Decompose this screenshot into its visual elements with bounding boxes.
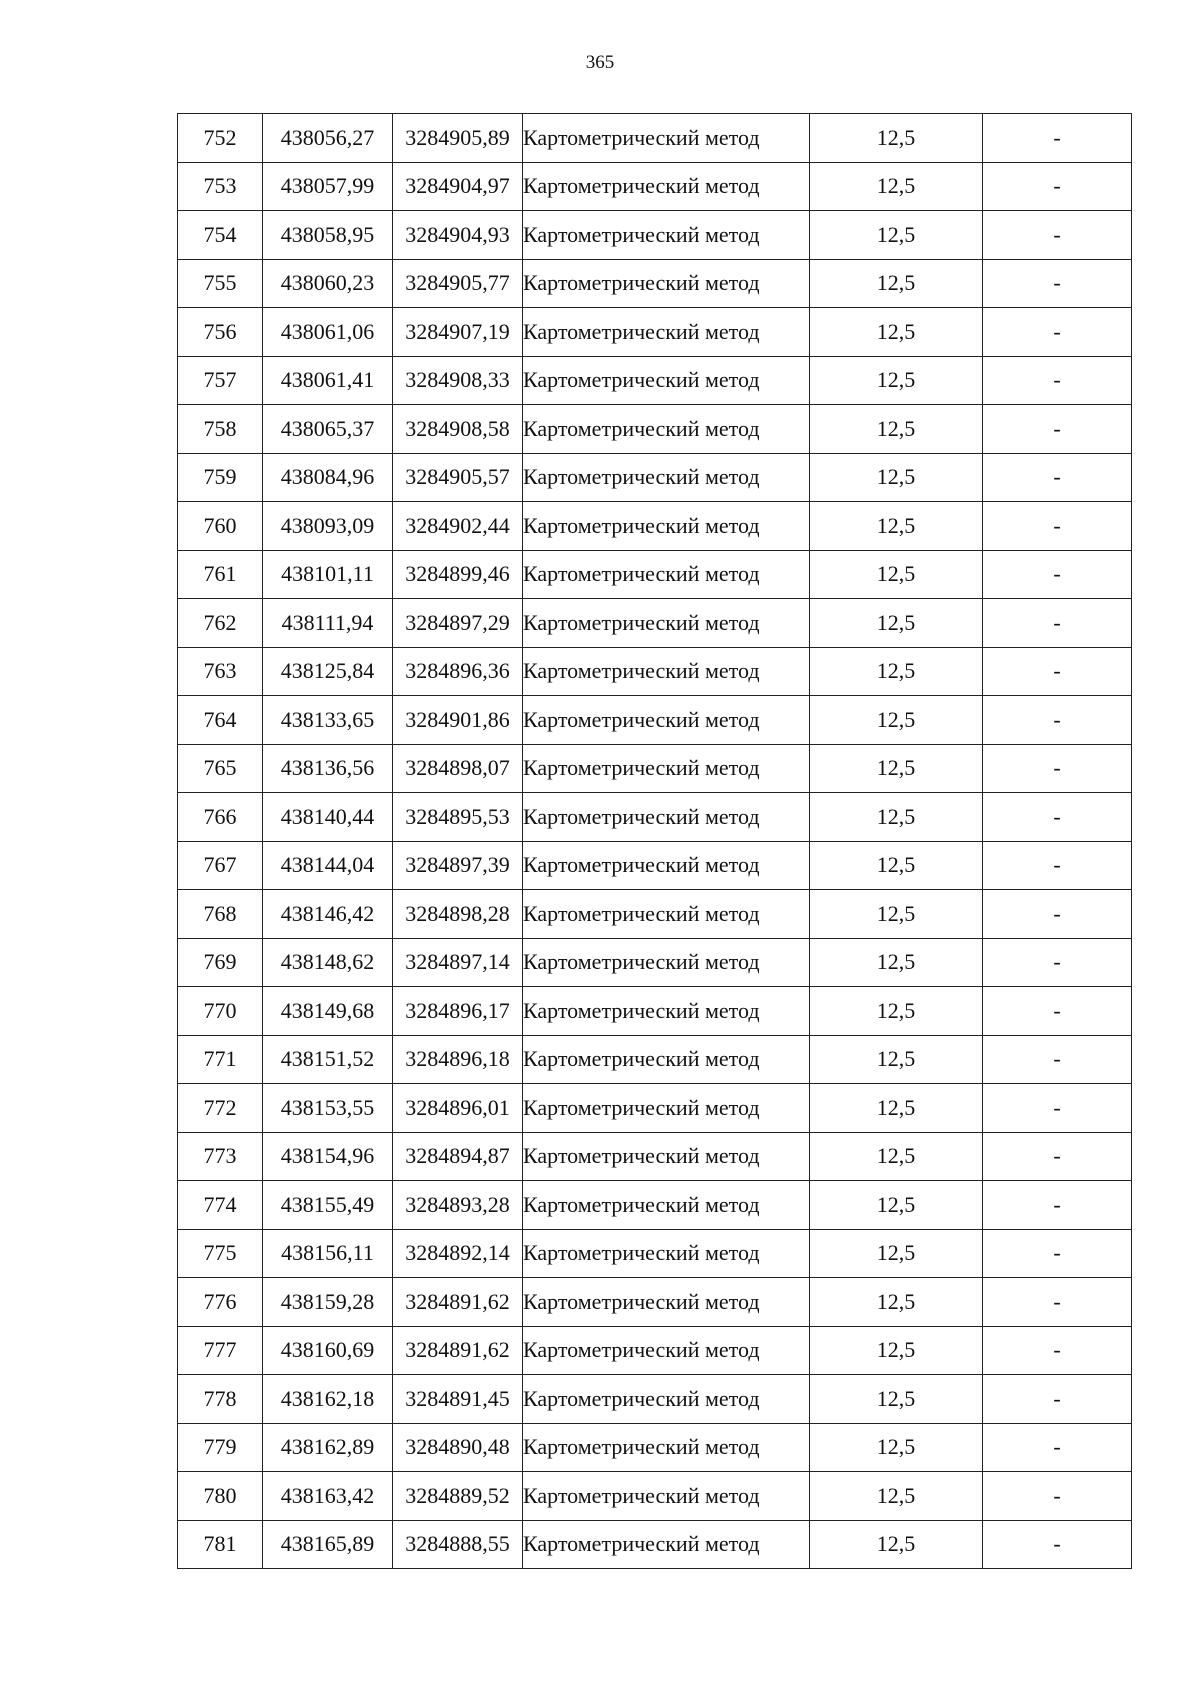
point-number-cell: 774 [178, 1181, 263, 1230]
point-number-cell: 761 [178, 550, 263, 599]
point-number-cell: 776 [178, 1278, 263, 1327]
accuracy-cell: 12,5 [810, 211, 983, 260]
point-number-cell: 762 [178, 599, 263, 648]
accuracy-cell: 12,5 [810, 1132, 983, 1181]
x-coordinate-cell: 438155,49 [263, 1181, 393, 1230]
method-cell: Картометрический метод [523, 502, 810, 551]
accuracy-cell: 12,5 [810, 1472, 983, 1521]
note-cell: - [983, 696, 1132, 745]
y-coordinate-cell: 3284896,17 [393, 987, 523, 1036]
point-number-cell: 764 [178, 696, 263, 745]
point-number-cell: 755 [178, 259, 263, 308]
method-cell: Картометрический метод [523, 162, 810, 211]
y-coordinate-cell: 3284908,58 [393, 405, 523, 454]
y-coordinate-cell: 3284896,01 [393, 1084, 523, 1133]
table-row [178, 211, 1132, 260]
method-cell: Картометрический метод [523, 1084, 810, 1133]
y-coordinate-cell: 3284891,62 [393, 1326, 523, 1375]
note-cell: - [983, 356, 1132, 405]
table-row [178, 550, 1132, 599]
x-coordinate-cell: 438136,56 [263, 744, 393, 793]
table-row [178, 114, 1132, 163]
x-coordinate-cell: 438144,04 [263, 841, 393, 890]
table-row [178, 1084, 1132, 1133]
table-row [178, 647, 1132, 696]
x-coordinate-cell: 438162,89 [263, 1423, 393, 1472]
x-coordinate-cell: 438151,52 [263, 1035, 393, 1084]
accuracy-cell: 12,5 [810, 647, 983, 696]
accuracy-cell: 12,5 [810, 599, 983, 648]
x-coordinate-cell: 438093,09 [263, 502, 393, 551]
method-cell: Картометрический метод [523, 599, 810, 648]
note-cell: - [983, 599, 1132, 648]
y-coordinate-cell: 3284896,36 [393, 647, 523, 696]
note-cell: - [983, 259, 1132, 308]
point-number-cell: 769 [178, 938, 263, 987]
method-cell: Картометрический метод [523, 114, 810, 163]
y-coordinate-cell: 3284904,97 [393, 162, 523, 211]
accuracy-cell: 12,5 [810, 1084, 983, 1133]
x-coordinate-cell: 438061,06 [263, 308, 393, 357]
accuracy-cell: 12,5 [810, 1326, 983, 1375]
table-row [178, 259, 1132, 308]
method-cell: Картометрический метод [523, 1181, 810, 1230]
method-cell: Картометрический метод [523, 1375, 810, 1424]
note-cell: - [983, 405, 1132, 454]
point-number-cell: 777 [178, 1326, 263, 1375]
y-coordinate-cell: 3284904,93 [393, 211, 523, 260]
table-row [178, 453, 1132, 502]
method-cell: Картометрический метод [523, 696, 810, 745]
x-coordinate-cell: 438162,18 [263, 1375, 393, 1424]
table-row [178, 356, 1132, 405]
note-cell: - [983, 987, 1132, 1036]
y-coordinate-cell: 3284888,55 [393, 1520, 523, 1569]
table-row [178, 1375, 1132, 1424]
method-cell: Картометрический метод [523, 938, 810, 987]
method-cell: Картометрический метод [523, 405, 810, 454]
y-coordinate-cell: 3284892,14 [393, 1229, 523, 1278]
point-number-cell: 758 [178, 405, 263, 454]
note-cell: - [983, 502, 1132, 551]
point-number-cell: 779 [178, 1423, 263, 1472]
table-row [178, 405, 1132, 454]
accuracy-cell: 12,5 [810, 938, 983, 987]
accuracy-cell: 12,5 [810, 502, 983, 551]
accuracy-cell: 12,5 [810, 356, 983, 405]
method-cell: Картометрический метод [523, 647, 810, 696]
note-cell: - [983, 1035, 1132, 1084]
method-cell: Картометрический метод [523, 1278, 810, 1327]
x-coordinate-cell: 438140,44 [263, 793, 393, 842]
x-coordinate-cell: 438125,84 [263, 647, 393, 696]
table-row [178, 696, 1132, 745]
method-cell: Картометрический метод [523, 1326, 810, 1375]
method-cell: Картометрический метод [523, 356, 810, 405]
x-coordinate-cell: 438148,62 [263, 938, 393, 987]
point-number-cell: 780 [178, 1472, 263, 1521]
x-coordinate-cell: 438111,94 [263, 599, 393, 648]
x-coordinate-cell: 438153,55 [263, 1084, 393, 1133]
method-cell: Картометрический метод [523, 550, 810, 599]
note-cell: - [983, 308, 1132, 357]
y-coordinate-cell: 3284889,52 [393, 1472, 523, 1521]
table-row [178, 793, 1132, 842]
y-coordinate-cell: 3284902,44 [393, 502, 523, 551]
point-number-cell: 752 [178, 114, 263, 163]
accuracy-cell: 12,5 [810, 1423, 983, 1472]
method-cell: Картометрический метод [523, 308, 810, 357]
accuracy-cell: 12,5 [810, 1278, 983, 1327]
x-coordinate-cell: 438146,42 [263, 890, 393, 939]
y-coordinate-cell: 3284901,86 [393, 696, 523, 745]
point-number-cell: 760 [178, 502, 263, 551]
y-coordinate-cell: 3284898,28 [393, 890, 523, 939]
note-cell: - [983, 453, 1132, 502]
x-coordinate-cell: 438057,99 [263, 162, 393, 211]
table-row [178, 1326, 1132, 1375]
x-coordinate-cell: 438056,27 [263, 114, 393, 163]
point-number-cell: 763 [178, 647, 263, 696]
table-row [178, 1520, 1132, 1569]
note-cell: - [983, 938, 1132, 987]
accuracy-cell: 12,5 [810, 1229, 983, 1278]
x-coordinate-cell: 438101,11 [263, 550, 393, 599]
note-cell: - [983, 1084, 1132, 1133]
x-coordinate-cell: 438065,37 [263, 405, 393, 454]
x-coordinate-cell: 438149,68 [263, 987, 393, 1036]
point-number-cell: 766 [178, 793, 263, 842]
point-number-cell: 773 [178, 1132, 263, 1181]
method-cell: Картометрический метод [523, 1520, 810, 1569]
x-coordinate-cell: 438060,23 [263, 259, 393, 308]
coordinates-table-body [178, 114, 1132, 1569]
y-coordinate-cell: 3284905,89 [393, 114, 523, 163]
table-row [178, 308, 1132, 357]
accuracy-cell: 12,5 [810, 162, 983, 211]
table-row [178, 1035, 1132, 1084]
note-cell: - [983, 1375, 1132, 1424]
table-row [178, 1472, 1132, 1521]
y-coordinate-cell: 3284894,87 [393, 1132, 523, 1181]
page-number: 365 [585, 52, 615, 73]
accuracy-cell: 12,5 [810, 1035, 983, 1084]
method-cell: Картометрический метод [523, 259, 810, 308]
coordinates-table [177, 113, 1132, 1569]
x-coordinate-cell: 438084,96 [263, 453, 393, 502]
note-cell: - [983, 1278, 1132, 1327]
x-coordinate-cell: 438058,95 [263, 211, 393, 260]
method-cell: Картометрический метод [523, 1423, 810, 1472]
y-coordinate-cell: 3284908,33 [393, 356, 523, 405]
table-row [178, 162, 1132, 211]
accuracy-cell: 12,5 [810, 987, 983, 1036]
y-coordinate-cell: 3284891,62 [393, 1278, 523, 1327]
point-number-cell: 775 [178, 1229, 263, 1278]
accuracy-cell: 12,5 [810, 1375, 983, 1424]
note-cell: - [983, 211, 1132, 260]
accuracy-cell: 12,5 [810, 453, 983, 502]
note-cell: - [983, 1326, 1132, 1375]
method-cell: Картометрический метод [523, 1229, 810, 1278]
point-number-cell: 768 [178, 890, 263, 939]
note-cell: - [983, 1132, 1132, 1181]
table-row [178, 599, 1132, 648]
y-coordinate-cell: 3284890,48 [393, 1423, 523, 1472]
y-coordinate-cell: 3284891,45 [393, 1375, 523, 1424]
point-number-cell: 756 [178, 308, 263, 357]
method-cell: Картометрический метод [523, 744, 810, 793]
y-coordinate-cell: 3284907,19 [393, 308, 523, 357]
table-row [178, 502, 1132, 551]
x-coordinate-cell: 438156,11 [263, 1229, 393, 1278]
note-cell: - [983, 1229, 1132, 1278]
method-cell: Картометрический метод [523, 453, 810, 502]
y-coordinate-cell: 3284898,07 [393, 744, 523, 793]
x-coordinate-cell: 438160,69 [263, 1326, 393, 1375]
accuracy-cell: 12,5 [810, 744, 983, 793]
note-cell: - [983, 841, 1132, 890]
table-row [178, 1229, 1132, 1278]
note-cell: - [983, 114, 1132, 163]
method-cell: Картометрический метод [523, 1035, 810, 1084]
note-cell: - [983, 1472, 1132, 1521]
point-number-cell: 770 [178, 987, 263, 1036]
table-row [178, 744, 1132, 793]
table-row [178, 1278, 1132, 1327]
y-coordinate-cell: 3284905,57 [393, 453, 523, 502]
point-number-cell: 771 [178, 1035, 263, 1084]
table-row [178, 987, 1132, 1036]
accuracy-cell: 12,5 [810, 259, 983, 308]
note-cell: - [983, 890, 1132, 939]
y-coordinate-cell: 3284897,29 [393, 599, 523, 648]
method-cell: Картометрический метод [523, 793, 810, 842]
point-number-cell: 781 [178, 1520, 263, 1569]
accuracy-cell: 12,5 [810, 1181, 983, 1230]
x-coordinate-cell: 438163,42 [263, 1472, 393, 1521]
x-coordinate-cell: 438165,89 [263, 1520, 393, 1569]
note-cell: - [983, 647, 1132, 696]
table-row [178, 1423, 1132, 1472]
y-coordinate-cell: 3284905,77 [393, 259, 523, 308]
point-number-cell: 754 [178, 211, 263, 260]
accuracy-cell: 12,5 [810, 1520, 983, 1569]
note-cell: - [983, 1520, 1132, 1569]
y-coordinate-cell: 3284897,39 [393, 841, 523, 890]
y-coordinate-cell: 3284896,18 [393, 1035, 523, 1084]
x-coordinate-cell: 438061,41 [263, 356, 393, 405]
note-cell: - [983, 162, 1132, 211]
x-coordinate-cell: 438133,65 [263, 696, 393, 745]
table-row [178, 890, 1132, 939]
x-coordinate-cell: 438159,28 [263, 1278, 393, 1327]
y-coordinate-cell: 3284897,14 [393, 938, 523, 987]
point-number-cell: 778 [178, 1375, 263, 1424]
note-cell: - [983, 550, 1132, 599]
method-cell: Картометрический метод [523, 841, 810, 890]
accuracy-cell: 12,5 [810, 841, 983, 890]
point-number-cell: 757 [178, 356, 263, 405]
accuracy-cell: 12,5 [810, 114, 983, 163]
method-cell: Картометрический метод [523, 1132, 810, 1181]
point-number-cell: 753 [178, 162, 263, 211]
y-coordinate-cell: 3284895,53 [393, 793, 523, 842]
accuracy-cell: 12,5 [810, 890, 983, 939]
note-cell: - [983, 744, 1132, 793]
x-coordinate-cell: 438154,96 [263, 1132, 393, 1181]
note-cell: - [983, 1181, 1132, 1230]
table-row [178, 1181, 1132, 1230]
note-cell: - [983, 1423, 1132, 1472]
accuracy-cell: 12,5 [810, 405, 983, 454]
accuracy-cell: 12,5 [810, 550, 983, 599]
accuracy-cell: 12,5 [810, 696, 983, 745]
method-cell: Картометрический метод [523, 1472, 810, 1521]
point-number-cell: 767 [178, 841, 263, 890]
method-cell: Картометрический метод [523, 890, 810, 939]
table-row [178, 1132, 1132, 1181]
table-row [178, 938, 1132, 987]
y-coordinate-cell: 3284893,28 [393, 1181, 523, 1230]
accuracy-cell: 12,5 [810, 308, 983, 357]
table-row [178, 841, 1132, 890]
point-number-cell: 759 [178, 453, 263, 502]
method-cell: Картометрический метод [523, 211, 810, 260]
y-coordinate-cell: 3284899,46 [393, 550, 523, 599]
point-number-cell: 765 [178, 744, 263, 793]
method-cell: Картометрический метод [523, 987, 810, 1036]
point-number-cell: 772 [178, 1084, 263, 1133]
note-cell: - [983, 793, 1132, 842]
accuracy-cell: 12,5 [810, 793, 983, 842]
